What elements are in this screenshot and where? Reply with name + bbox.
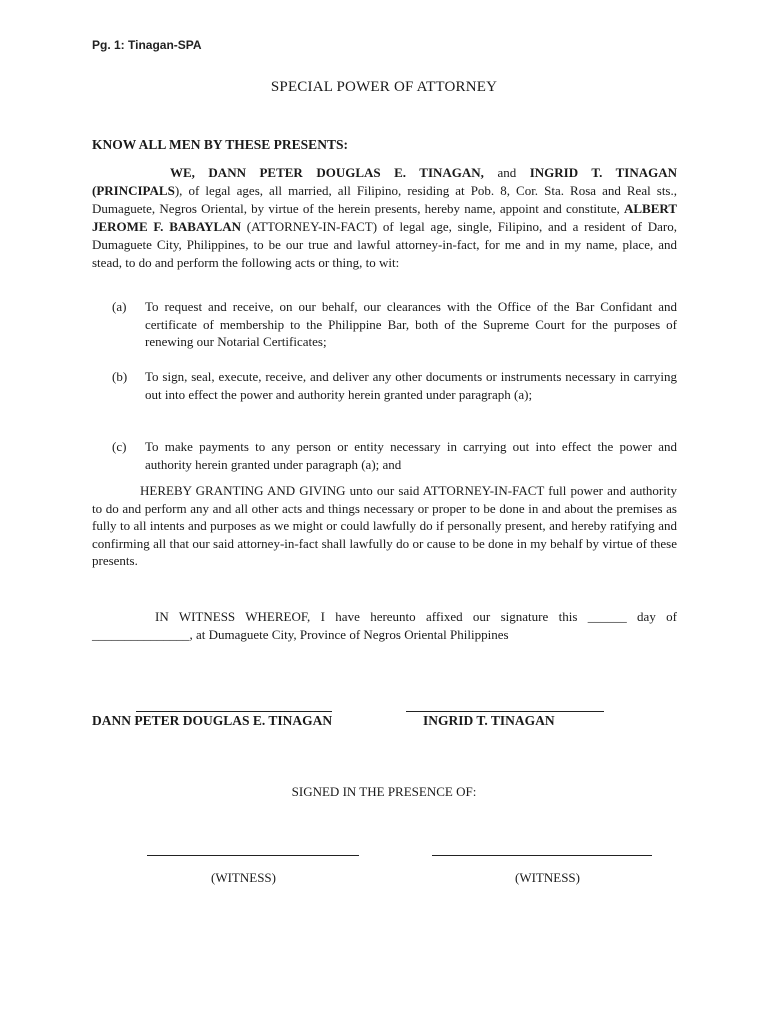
principal-2-name: INGRID T. TINAGAN (PRINCIPALS bbox=[92, 165, 677, 198]
signatory-1-name: DANN PETER DOUGLAS E. TINAGAN bbox=[92, 713, 333, 728]
witness-label-1: (WITNESS) bbox=[211, 870, 276, 885]
attorney-name: ALBERT JEROME F. BABAYLAN bbox=[92, 201, 677, 234]
signature-line-1 bbox=[136, 711, 332, 712]
item-letter: (b) bbox=[112, 369, 128, 384]
witness-line-2 bbox=[432, 855, 652, 856]
intro-we: WE, bbox=[170, 165, 209, 180]
know-all-heading: KNOW ALL MEN BY THESE PRESENTS: bbox=[92, 137, 348, 152]
item-text: To sign, seal, execute, receive, and deliver any other documents or instruments necessary in carrying out into effect the power and authority herein granted under paragraph (a); bbox=[145, 369, 677, 402]
witness-line-1 bbox=[147, 855, 359, 856]
intro-text-2: (ATTORNEY-IN-FACT) of legal age, single, Filipino, and a resident of Daro, Dumaguete City, Philippines, to be our true and lawful attorney-in-fact, for me and in my name, place, and stead, to do and perform the following acts or thing, to wit: bbox=[92, 219, 677, 270]
signed-presence-heading: SIGNED IN THE PRESENCE OF: bbox=[291, 784, 477, 799]
intro-and: and bbox=[483, 165, 530, 180]
signature-line-2 bbox=[406, 711, 604, 712]
item-text: To request and receive, on our behalf, our clearances with the Office of the Bar Confidant and certificate of membership to the Philippine Bar, both of the Supreme Court for the purposes of renewing our Notarial Certificates; bbox=[145, 299, 677, 349]
intro-text-1: ), of legal ages, all married, all Filipino, residing at Pob. 8, Cor. Sta. Rosa and Real sts., Dumaguete, Negros Oriental, by virtue of the herein presents, hereby name, appoint and constitute, bbox=[92, 183, 677, 216]
witness-label-2: (WITNESS) bbox=[515, 870, 580, 885]
item-letter: (c) bbox=[112, 439, 127, 454]
intro-paragraph bbox=[92, 164, 677, 272]
hereby-paragraph: HEREBY GRANTING AND GIVING unto our said ATTORNEY-IN-FACT full power and authority to do and perform any and all other acts and things necessary or proper to be done in and about the premises as fully to all intents and purposes as we might or could lawfully do if personally present, and hereby ratifying and confirming all that our said attorney-in-fact shall lawfully do or cause to be done in my behalf by virtue of these presents. bbox=[92, 483, 677, 568]
document-title: SPECIAL POWER OF ATTORNEY bbox=[270, 79, 498, 95]
item-letter: (a) bbox=[112, 299, 127, 314]
signatory-2-name: INGRID T. TINAGAN bbox=[423, 713, 555, 728]
principal-1-name: DANN PETER DOUGLAS E. TINAGAN, bbox=[208, 165, 484, 180]
witness-whereof-paragraph: IN WITNESS WHEREOF, I have hereunto affixed our signature this ______ day of _______________, at Dumaguete City, Province of Negros Oriental Philippines bbox=[92, 609, 677, 642]
item-text: To make payments to any person or entity necessary in carrying out into effect the power and authority herein granted under paragraph (a); and bbox=[145, 439, 677, 472]
page-header: Pg. 1: Tinagan-SPA bbox=[92, 38, 202, 52]
